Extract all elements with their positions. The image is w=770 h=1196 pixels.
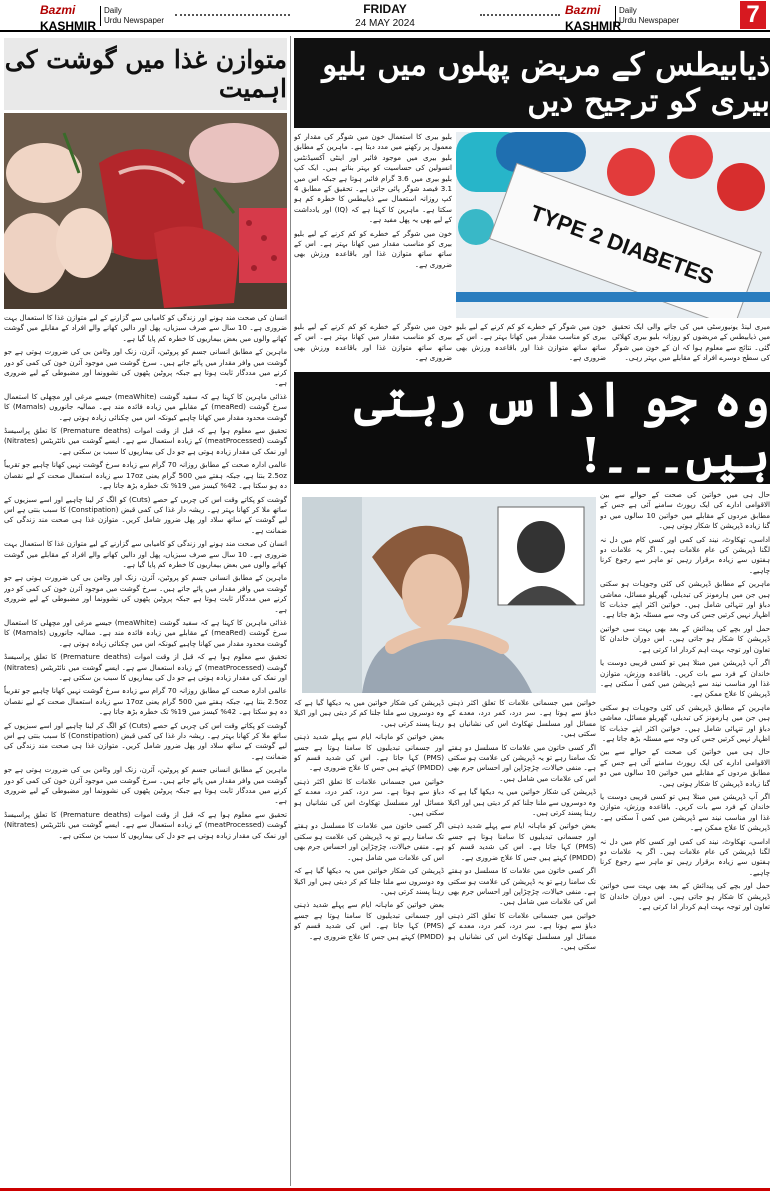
paragraph: انسان کی صحت مند ہونے اور زندگی کو کامیابی سے گزارنے کے لیے متوازن غذا کا استعمال بہت ضروری ہے۔ 10 سال سے صرف سبزیاں، پھل اور دالیں کھانے والے افراد کے مقابلے میں گوشت کھانے والوں میں بعض بیماریوں کا خطرہ کم پایا گیا ہے۔ xyxy=(4,313,287,343)
depression-photo xyxy=(302,497,596,693)
dateline-day: FRIDAY xyxy=(363,2,407,16)
type2-diabetes-label: TYPE 2 DIABETES xyxy=(526,199,718,290)
paragraph: تحقیق سے معلوم ہوا ہے کہ قبل از وقت اموات (Premature deaths) کا تعلق پراسیسڈ گوشت (meatProcessed) کے زیادہ استعمال سے ہے۔ ایسے گوشت میں نائٹریٹس (Nitrates) اور نمک کی مقدار زیادہ ہوتی ہے جو دل کی بیماریوں کا سبب بن سکتی ہے۔ xyxy=(4,426,287,456)
paragraph: بعض خواتین کو ماہانہ ایام سے پہلے شدید ذہنی اور جسمانی تبدیلیوں کا سامنا ہوتا ہے جسے (PMS) کہا جاتا ہے۔ اس کی شدید قسم کو (PMDD) کہتے ہیں جس کا علاج ضروری ہے۔ xyxy=(448,821,596,862)
paragraph: خواتین میں جسمانی علامات کا تعلق اکثر ذہنی دباؤ سے ہوتا ہے۔ سر درد، کمر درد، معدے کے مسائل اور مسلسل تھکاوٹ اس کی نشانیاں ہو سکتی ہیں۔ xyxy=(448,910,596,951)
diabetes-article-column xyxy=(294,132,452,318)
paragraph: غذائی ماہرین کا کہنا ہے کہ سفید گوشت (meaWhite) جیسے مرغی اور مچھلی کا استعمال سرخ گوشت (meaRed) کے مقابلے میں زیادہ فائدہ مند ہے۔ ممالیہ جانوروں (Mamals) کا گوشت محدود مقدار میں کھانا چاہیے کیونکہ اس میں چکنائی زیادہ ہوتی ہے۔ xyxy=(4,391,287,422)
paragraph: خون میں شوگر کے خطرے کو کم کرنے کے لیے بلیو بیری کو مناسب مقدار میں کھانا بہتر ہے۔ اس کے ساتھ ساتھ متوازن غذا اور باقاعدہ ورزش بھی ضروری ہے۔ xyxy=(456,322,606,363)
paragraph: ماہرین کے مطابق ڈپریشن کی کئی وجوہات ہو سکتی ہیں جن میں ہارمونز کی تبدیلی، گھریلو مسائل، معاشی دباؤ اور تنہائی شامل ہیں۔ خواتین اکثر اپنے جذبات کا اظہار نہیں کرتیں جس کی وجہ سے مسئلہ بڑھ جاتا ہے۔ xyxy=(600,702,770,743)
paragraph: حال ہی میں خواتین کی صحت کے حوالے سے بین الاقوامی ادارے کی ایک رپورٹ سامنے آئی ہے جس کے مطابق مردوں کے مقابلے میں خواتین 10 سالوں میں دو گنا زیادہ ڈپریشن کا شکار ہوتی ہیں۔ xyxy=(600,490,770,531)
paragraph: اگر کسی خاتون میں علامات کا مسلسل دو ہفتے تک سامنا رہے تو یہ ڈپریشن کی علامت ہو سکتی ہے۔ منفی خیالات، چڑچڑاپن اور احساس جرم بھی اس کی علامات میں شامل ہیں۔ xyxy=(448,742,596,783)
divider xyxy=(480,14,560,16)
paragraph: عالمی ادارہ صحت کے مطابق روزانہ 70 گرام سے زیادہ سرخ گوشت نہیں کھانا چاہیے جو تقریباً 2.5oz بنتا ہے، جبکہ ہفتے میں 500 گرام یعنی 17oz سے زیادہ استعمال صحت کے لیے نقصان دہ ہو سکتا ہے۔ 42% کیسز میں 19% تک خطرہ بڑھ جاتا ہے۔ xyxy=(4,686,287,717)
dateline xyxy=(300,2,470,29)
diabetes-pills-illustration xyxy=(456,132,770,318)
brand-line-1: Bazmi xyxy=(40,3,76,17)
paragraph: ماہرین کے مطابق انسانی جسم کو پروٹین، آئرن، زنک اور وٹامن بی کی ضرورت ہوتی ہے جو گوشت میں وافر مقدار میں پائے جاتے ہیں۔ سرخ گوشت میں موجود آئرن خون کی کمی کو دور کرنے میں مددگار ثابت ہوتا ہے جبکہ پروٹین پٹھوں کی نشوونما اور مضبوطی کے لیے ضروری ہے۔ xyxy=(4,765,287,806)
paragraph: تحقیق سے معلوم ہوا ہے کہ قبل از وقت اموات (Premature deaths) کا تعلق پراسیسڈ گوشت (meatProcessed) کے زیادہ استعمال سے ہے۔ ایسے گوشت میں نائٹریٹس (Nitrates) اور نمک کی مقدار زیادہ ہوتی ہے جو دل کی بیماریوں کا سبب بن سکتی ہے۔ xyxy=(4,652,287,682)
paragraph: حمل اور بچے کی پیدائش کے بعد بھی بہت سی خواتین ڈپریشن کا شکار ہو جاتی ہیں۔ اس دوران خاندان کا تعاون اور توجہ بہت اہم کردار ادا کرتی ہے۔ xyxy=(600,881,770,912)
brand-logo-right xyxy=(565,2,680,34)
paragraph: بعض خواتین کو ماہانہ ایام سے پہلے شدید ذہنی اور جسمانی تبدیلیوں کا سامنا ہوتا ہے جسے (PMS) کہا جاتا ہے۔ اس کی شدید قسم کو (PMDD) کہتے ہیں جس کا علاج ضروری ہے۔ xyxy=(294,732,444,773)
tagline-urdu: Urdu Newspaper xyxy=(619,16,680,25)
paragraph: ماہرین کے مطابق انسانی جسم کو پروٹین، آئرن، زنک اور وٹامن بی کی ضرورت ہوتی ہے جو گوشت میں وافر مقدار میں پائے جاتے ہیں۔ سرخ گوشت میں موجود آئرن خون کی کمی کو دور کرنے میں مددگار ثابت ہوتا ہے جبکہ پروٹین پٹھوں کی نشوونما اور مضبوطی کے لیے ضروری ہے۔ xyxy=(4,347,287,388)
masthead xyxy=(0,0,770,32)
raw-meat-illustration xyxy=(4,113,287,309)
paragraph: ڈپریشن کی شکار خواتین میں یہ دیکھا گیا ہے کہ وہ دوسروں سے ملنا جلنا کم کر دیتی ہیں اور اکیلا رہنا پسند کرتی ہیں۔ xyxy=(294,866,444,896)
brand-tagline xyxy=(100,6,190,26)
meat-article-body xyxy=(4,313,287,1183)
paragraph: ڈپریشن کی شکار خواتین میں یہ دیکھا گیا ہے کہ وہ دوسروں سے ملنا جلنا کم کر دیتی ہیں اور اکیلا رہنا پسند کرتی ہیں۔ xyxy=(448,787,596,818)
paragraph: خواتین میں جسمانی علامات کا تعلق اکثر ذہنی دباؤ سے ہوتا ہے۔ سر درد، کمر درد، معدے کے مسائل اور مسلسل تھکاوٹ اس کی نشانیاں ہو سکتی ہیں۔ xyxy=(294,776,444,818)
column-divider xyxy=(290,36,291,1186)
paragraph: اداسی، تھکاوٹ، نیند کی کمی اور کسی کام میں دل نہ لگنا ڈپریشن کی عام علامات ہیں۔ اگر یہ علامات دو ہفتوں سے زیادہ برقرار رہیں تو ماہر سے رجوع کرنا چاہیے۔ xyxy=(600,534,770,575)
diabetes-article-column xyxy=(294,322,452,368)
paragraph: حال ہی میں خواتین کی صحت کے حوالے سے بین الاقوامی ادارے کی ایک رپورٹ سامنے آئی ہے جس کے مطابق مردوں کے مقابلے میں خواتین 10 سالوں میں دو گنا زیادہ ڈپریشن کا شکار ہوتی ہیں۔ xyxy=(600,747,770,788)
brand-line-1: Bazmi xyxy=(565,3,601,17)
paragraph: حمل اور بچے کی پیدائش کے بعد بھی بہت سی خواتین ڈپریشن کا شکار ہو جاتی ہیں۔ اس دوران خاندان کا تعاون اور توجہ بہت اہم کردار ادا کرتی ہے۔ xyxy=(600,623,770,654)
paragraph: خون میں شوگر کے خطرے کو کم کرنے کے لیے بلیو بیری کو مناسب مقدار میں کھانا بہتر ہے۔ اس کے ساتھ ساتھ متوازن غذا اور باقاعدہ ورزش بھی ضروری ہے۔ xyxy=(294,228,452,269)
tagline-urdu: Urdu Newspaper xyxy=(104,16,165,25)
paragraph: ماہرین کے مطابق ڈپریشن کی کئی وجوہات ہو سکتی ہیں جن میں ہارمونز کی تبدیلی، گھریلو مسائل، معاشی دباؤ اور تنہائی شامل ہیں۔ خواتین اکثر اپنے جذبات کا اظہار نہیں کرتیں جس کی وجہ سے مسئلہ بڑھ جاتا ہے۔ xyxy=(600,579,770,620)
paragraph: گوشت کو پکاتے وقت اس کی چربی کے حصے (Cuts) کو الگ کر لینا چاہیے اور اسے سبزیوں کے ساتھ ملا کر کھانا بہتر ہے۔ ریشہ دار غذا کی کمی قبض (Constipation) کا سبب بنتی ہے اس لیے گوشت کے ساتھ سلاد اور پھل ضرور شامل کریں۔ متوازن غذا ہی صحت مند زندگی کی ضمانت ہے۔ xyxy=(4,720,287,761)
paragraph: اگر کسی خاتون میں علامات کا مسلسل دو ہفتے تک سامنا رہے تو یہ ڈپریشن کی علامت ہو سکتی ہے۔ منفی خیالات، چڑچڑاپن اور احساس جرم بھی اس کی علامات میں شامل ہیں۔ xyxy=(448,866,596,907)
bottom-rule xyxy=(0,1188,770,1191)
brand-line-2: KASHMIR xyxy=(565,19,621,33)
meat-photo xyxy=(4,113,287,309)
paragraph: غذائی ماہرین کا کہنا ہے کہ سفید گوشت (meaWhite) جیسے مرغی اور مچھلی کا استعمال سرخ گوشت (meaRed) کے مقابلے میں زیادہ فائدہ مند ہے۔ ممالیہ جانوروں (Mamals) کا گوشت محدود مقدار میں کھانا چاہیے کیونکہ اس میں چکنائی زیادہ ہوتی ہے۔ xyxy=(4,617,287,648)
paragraph: ماہرین کے مطابق انسانی جسم کو پروٹین، آئرن، زنک اور وٹامن بی کی ضرورت ہوتی ہے جو گوشت میں وافر مقدار میں پائے جاتے ہیں۔ سرخ گوشت میں موجود آئرن خون کی کمی کو دور کرنے میں مددگار ثابت ہوتا ہے جبکہ پروٹین پٹھوں کی نشوونما اور مضبوطی کے لیے ضروری ہے۔ xyxy=(4,573,287,614)
depression-article-column-left xyxy=(294,698,444,1185)
sad-woman-illustration xyxy=(302,497,596,693)
meat-headline: متوازن غذا میں گوشت کی اہمیت xyxy=(4,38,287,110)
tagline-daily: Daily xyxy=(619,6,637,15)
diabetes-article-column xyxy=(612,322,770,368)
dateline-date: 24 MAY 2024 xyxy=(355,18,415,29)
page-number-badge: 7 xyxy=(740,1,766,29)
paragraph: گوشت کو پکاتے وقت اس کی چربی کے حصے (Cuts) کو الگ کر لینا چاہیے اور اسے سبزیوں کے ساتھ ملا کر کھانا بہتر ہے۔ ریشہ دار غذا کی کمی قبض (Constipation) کا سبب بنتی ہے اس لیے گوشت کے ساتھ سلاد اور پھل ضرور شامل کریں۔ متوازن غذا ہی صحت مند زندگی کی ضمانت ہے۔ xyxy=(4,494,287,535)
depression-headline: وہ جو اداس رہتی ہیں۔۔۔! xyxy=(294,372,770,484)
paragraph: اداسی، تھکاوٹ، نیند کی کمی اور کسی کام میں دل نہ لگنا ڈپریشن کی عام علامات ہیں۔ اگر یہ علامات دو ہفتوں سے زیادہ برقرار رہیں تو ماہر سے رجوع کرنا چاہیے۔ xyxy=(600,836,770,877)
divider xyxy=(175,14,290,16)
paragraph: بعض خواتین کو ماہانہ ایام سے پہلے شدید ذہنی اور جسمانی تبدیلیوں کا سامنا ہوتا ہے جسے (PMS) کہا جاتا ہے۔ اس کی شدید قسم کو (PMDD) کہتے ہیں جس کا علاج ضروری ہے۔ xyxy=(294,900,444,941)
paragraph: ڈپریشن کی شکار خواتین میں یہ دیکھا گیا ہے کہ وہ دوسروں سے ملنا جلنا کم کر دیتی ہیں اور اکیلا رہنا پسند کرتی ہیں۔ xyxy=(294,698,444,728)
paragraph: خواتین میں جسمانی علامات کا تعلق اکثر ذہنی دباؤ سے ہوتا ہے۔ سر درد، کمر درد، معدے کے مسائل اور مسلسل تھکاوٹ اس کی نشانیاں ہو سکتی ہیں۔ xyxy=(448,698,596,739)
diabetes-photo xyxy=(456,132,770,318)
brand-line-2: KASHMIR xyxy=(40,19,96,33)
paragraph: خون میں شوگر کے خطرے کو کم کرنے کے لیے بلیو بیری کو مناسب مقدار میں کھانا بہتر ہے۔ اس کے ساتھ ساتھ متوازن غذا اور باقاعدہ ورزش بھی ضروری ہے۔ xyxy=(294,322,452,363)
paragraph: تحقیق سے معلوم ہوا ہے کہ قبل از وقت اموات (Premature deaths) کا تعلق پراسیسڈ گوشت (meatProcessed) کے زیادہ استعمال سے ہے۔ ایسے گوشت میں نائٹریٹس (Nitrates) اور نمک کی مقدار زیادہ ہوتی ہے جو دل کی بیماریوں کا سبب بن سکتی ہے۔ xyxy=(4,809,287,840)
paragraph: اگر آپ ڈپریشن میں مبتلا ہیں تو کسی قریبی دوست یا خاندان کے فرد سے بات کریں۔ باقاعدہ ورزش، متوازن غذا اور مناسب نیند سے ڈپریشن میں کمی آ سکتی ہے۔ ڈپریشن کا علاج ممکن ہے۔ xyxy=(600,791,770,833)
paragraph: میری لینڈ یونیورسٹی میں کی جانے والی ایک تحقیق میں ذیابیطس کے مریضوں کو روزانہ بلیو بیری کھلائی گئی۔ نتائج سے معلوم ہوا کہ ان کے خون میں شوگر کی سطح دوسرے افراد کے مقابلے میں بہتر رہی۔ xyxy=(612,322,770,363)
diabetes-headline: ذیابیطس کے مریض پھلوں میں بلیو بیری کو ترجیح دیں xyxy=(294,38,770,128)
diabetes-article-column xyxy=(456,322,606,368)
paragraph: انسان کی صحت مند ہونے اور زندگی کو کامیابی سے گزارنے کے لیے متوازن غذا کا استعمال بہت ضروری ہے۔ 10 سال سے صرف سبزیاں، پھل اور دالیں کھانے والے افراد کے مقابلے میں گوشت کھانے والوں میں بعض بیماریوں کا خطرہ کم پایا گیا ہے۔ xyxy=(4,539,287,569)
depression-article-column-right xyxy=(600,490,770,1185)
brand-logo-left xyxy=(40,2,165,34)
tagline-daily: Daily xyxy=(104,6,122,15)
paragraph: بلیو بیری کا استعمال خون میں شوگر کی مقدار کو معمول پر رکھنے میں مدد دیتا ہے۔ ماہرین کے مطابق بلیو بیری میں موجود فائبر اور اینٹی آکسیڈنٹس انسولین کی حساسیت کو بہتر بناتے ہیں۔ ایک کپ بلیو بیری میں 3.6 گرام فائبر ہوتا ہے جبکہ اس میں 3.1 فیصد شوگر پائی جاتی ہے۔ تحقیق کے مطابق 4 کپ روزانہ استعمال سے ذیابیطس کا خطرہ کم ہو سکتا ہے۔ ماہرین کا کہنا ہے کہ (IQ) اور یادداشت کے لیے بھی یہ پھل مفید ہے۔ xyxy=(294,132,452,225)
paragraph: اگر آپ ڈپریشن میں مبتلا ہیں تو کسی قریبی دوست یا خاندان کے فرد سے بات کریں۔ باقاعدہ ورزش، متوازن غذا اور مناسب نیند سے ڈپریشن میں کمی آ سکتی ہے۔ ڈپریشن کا علاج ممکن ہے۔ xyxy=(600,658,770,699)
brand-tagline xyxy=(615,6,705,26)
paragraph: عالمی ادارہ صحت کے مطابق روزانہ 70 گرام سے زیادہ سرخ گوشت نہیں کھانا چاہیے جو تقریباً 2.5oz بنتا ہے، جبکہ ہفتے میں 500 گرام یعنی 17oz سے زیادہ استعمال صحت کے لیے نقصان دہ ہو سکتا ہے۔ 42% کیسز میں 19% تک خطرہ بڑھ جاتا ہے۔ xyxy=(4,460,287,491)
paragraph: اگر کسی خاتون میں علامات کا مسلسل دو ہفتے تک سامنا رہے تو یہ ڈپریشن کی علامت ہو سکتی ہے۔ منفی خیالات، چڑچڑاپن اور احساس جرم بھی اس کی علامات میں شامل ہیں۔ xyxy=(294,821,444,862)
depression-article-column-mid xyxy=(448,698,596,1185)
